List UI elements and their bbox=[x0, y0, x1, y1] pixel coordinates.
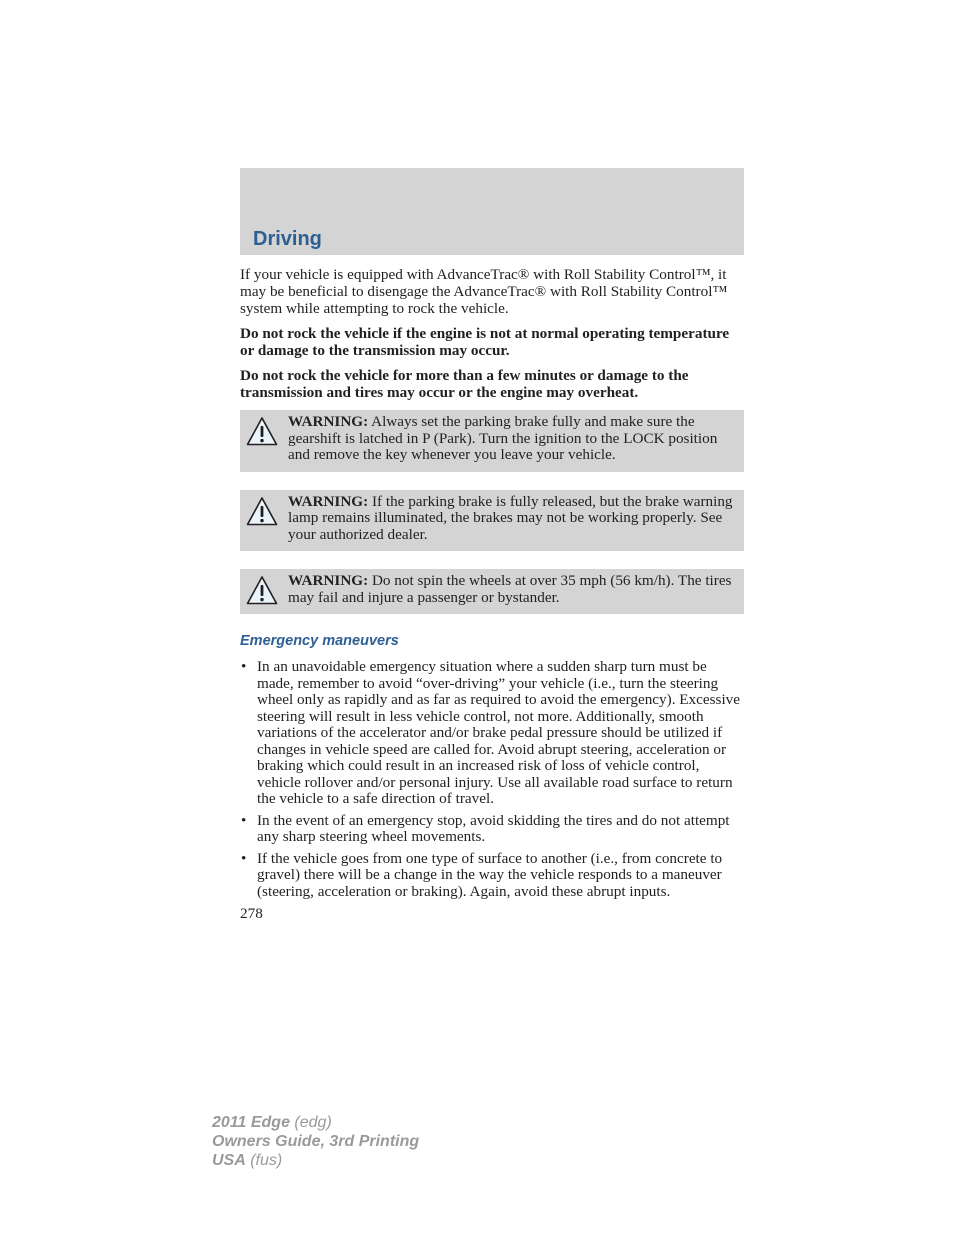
warning-triangle-icon bbox=[246, 575, 278, 607]
warning-triangle-icon bbox=[246, 496, 278, 528]
warning-box-parking-brake bbox=[240, 410, 744, 472]
page-number: 278 bbox=[240, 905, 263, 922]
footer-line-guide bbox=[212, 1132, 419, 1151]
warning-text: Do not spin the wheels at over 35 mph (56 km/h). The tires may fail and injure a passenger or bystander. bbox=[288, 572, 732, 606]
footer-model-code: (edg) bbox=[289, 1114, 332, 1131]
section-title: Driving bbox=[253, 228, 322, 250]
footer-line-market bbox=[212, 1151, 419, 1170]
footer-guide: Owners Guide, 3rd Printing bbox=[212, 1133, 420, 1150]
bullet-icon: • bbox=[241, 658, 247, 675]
footer-market: USA bbox=[212, 1152, 246, 1169]
list-item-text: In an unavoidable emergency situation where a sudden sharp turn must be made, remember to avoid “over-driving” your vehicle (i.e., turn the steering wheel only as rapidly and as far as required to avoid the emergency). Excessive steering will result in less vehicle control, not more. Additionally, smooth variations of the accelerator and/or brake pedal pressure should be utilized if changes in vehicle speed are called for. Avoid abrupt steering, acceleration or braking which could result in an increased risk of loss of vehicle control, vehicle rollover and/or personal injury. Use all available road surface to return the vehicle to a safe direction of travel. bbox=[257, 658, 741, 807]
emergency-maneuvers-list bbox=[240, 659, 744, 900]
warning-box-wheel-spin bbox=[240, 569, 744, 614]
list-item bbox=[240, 659, 744, 808]
list-item-text: If the vehicle goes from one type of surface to another (i.e., from concrete to gravel) there will be a change in the way the vehicle responds to a maneuver (steering, acceleration or braking). Again, avoid these abrupt inputs. bbox=[257, 849, 723, 900]
warning-text: Always set the parking brake fully and make sure the gearshift is latched in P (Park). Turn the ignition to the LOCK position and remove the key whenever you leave your vehicle. bbox=[288, 413, 718, 463]
emergency-maneuvers-heading: Emergency maneuvers bbox=[240, 633, 399, 649]
list-item bbox=[240, 851, 744, 901]
warning-label: WARNING: bbox=[288, 492, 369, 510]
footer-print-info bbox=[212, 1113, 419, 1170]
warning-text: If the parking brake is fully released, but the brake warning lamp remains illuminated, the brakes may not be working properly. See your authorized dealer. bbox=[288, 492, 733, 543]
caution-paragraph-2: Do not rock the vehicle for more than a few minutes or damage to the transmission and tires may occur or the engine may overheat. bbox=[240, 367, 689, 401]
page-content bbox=[240, 266, 744, 922]
warning-label: WARNING: bbox=[288, 413, 369, 430]
bullet-icon: • bbox=[241, 849, 247, 867]
footer-market-code: (fus) bbox=[245, 1152, 283, 1169]
warning-triangle-icon bbox=[246, 416, 278, 448]
bullet-icon: • bbox=[241, 811, 247, 829]
list-item bbox=[240, 813, 744, 846]
footer-model: 2011 Edge bbox=[212, 1114, 290, 1131]
list-item-text: In the event of an emergency stop, avoid skidding the tires and do not attempt any sharp steering wheel movements. bbox=[257, 811, 730, 845]
intro-paragraph: If your vehicle is equipped with AdvanceTrac® with Roll Stability Control™, it may be beneficial to disengage the AdvanceTrac® with Roll Stability Control™ system while attempting to rock the vehicle. bbox=[240, 266, 728, 317]
footer-line-model bbox=[212, 1113, 419, 1132]
section-header-band bbox=[240, 168, 744, 255]
warning-box-brake-lamp bbox=[240, 490, 744, 552]
caution-paragraph-1: Do not rock the vehicle if the engine is not at normal operating temperature or damage to the transmission may occur. bbox=[240, 325, 730, 359]
warning-label: WARNING: bbox=[288, 572, 369, 589]
